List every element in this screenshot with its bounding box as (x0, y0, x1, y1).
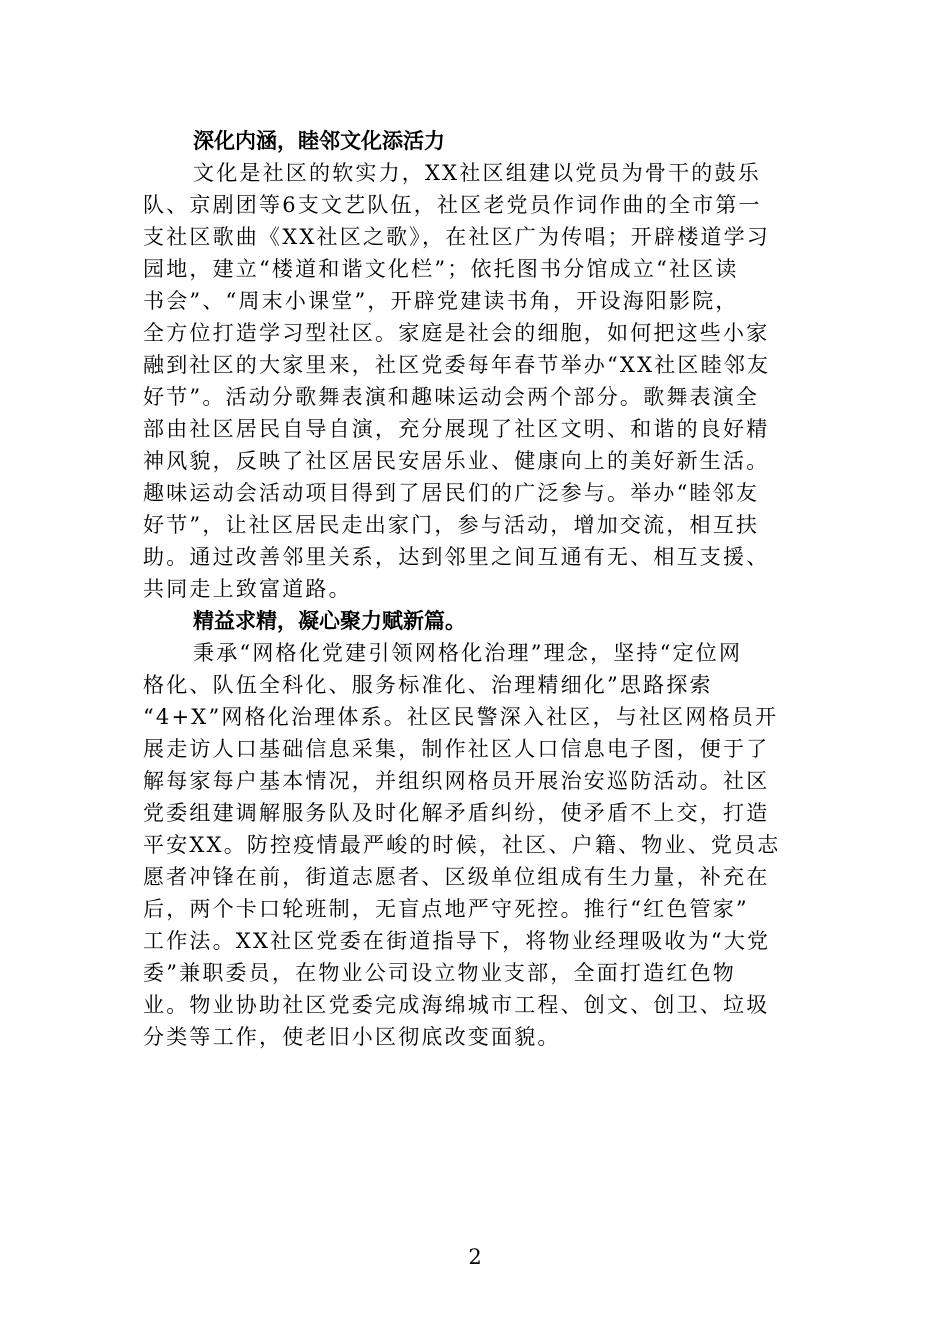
paragraph-line: 分类等工作，使老旧小区彻底改变面貌。 (143, 1025, 561, 1049)
paragraph-line: “4+X”网格化治理体系。社区民警深入社区，与社区网格员开 (143, 705, 779, 729)
section-heading-governance: 精益求精，凝心聚力赋新篇。 (193, 609, 466, 633)
paragraph-line: 工作法。XX社区党委在街道指导下，将物业经理吸收为“大党 (143, 929, 771, 953)
paragraph-line: 秉承“网格化党建引领网格化治理”理念，坚持“定位网 (193, 641, 743, 665)
paragraph-line: 队、京剧团等6支文艺队伍，社区老党员作词作曲的全市第一 (143, 193, 762, 217)
paragraph-line: 愿者冲锋在前，街道志愿者、区级单位组成有生力量，补充在 (143, 865, 770, 889)
paragraph-line: 解每家每户基本情况，并组织网格员开展治安巡防活动。社区 (143, 769, 770, 793)
section-heading-culture: 深化内涵，睦邻文化添活力 (193, 129, 445, 153)
page-number: 2 (468, 1245, 482, 1269)
paragraph-line: 好节”，让社区居民走出家门，参与活动，增加交流，相互扶 (143, 513, 760, 537)
paragraph-line: 支社区歌曲《XX社区之歌》，在社区广为传唱；开辟楼道学习 (143, 225, 770, 249)
document-body (143, 125, 808, 1053)
paragraph-line: 趣味运动会活动项目得到了居民们的广泛参与。举办“睦邻友 (143, 481, 760, 505)
paragraph-line: 全方位打造学习型社区。家庭是社会的细胞，如何把这些小家 (143, 321, 770, 345)
paragraph-line: 后，两个卡口轮班制，无盲点地严守死控。推行“红色管家” (143, 897, 749, 921)
paragraph-line: 神风貌，反映了社区居民安居乐业、健康向上的美好新生活。 (143, 449, 770, 473)
paragraph-line: 委”兼职委员，在物业公司设立物业支部，全面打造红色物 (143, 961, 736, 985)
paragraph-line: 好节”。活动分歌舞表演和趣味运动会两个部分。歌舞表演全 (143, 385, 760, 409)
paragraph-line: 业。物业协助社区党委完成海绵城市工程、创文、创卫、垃圾 (143, 993, 770, 1017)
paragraph-line: 共同走上致富道路。 (143, 577, 352, 601)
paragraph-line: 融到社区的大家里来，社区党委每年春节举办“XX社区睦邻友 (143, 353, 771, 377)
paragraph-line: 园地，建立“楼道和谐文化栏”；依托图书分馆成立“社区读 (143, 257, 739, 281)
paragraph-line: 格化、队伍全科化、服务标准化、治理精细化”思路探索 (143, 673, 713, 697)
paragraph-line: 文化是社区的软实力，XX社区组建以党员为骨干的鼓乐 (193, 161, 761, 185)
paragraph-line: 书会”、“周末小课堂”，开辟党建读书角，开设海阳影院， (143, 289, 739, 313)
paragraph-line: 助。通过改善邻里关系，达到邻里之间互通有无、相互支援、 (143, 545, 770, 569)
paragraph-line: 部由社区居民自导自演，充分展现了社区文明、和谐的良好精 (143, 417, 770, 441)
paragraph-line: 平安XX。防控疫情最严峻的时候，社区、户籍、物业、党员志 (143, 833, 781, 857)
paragraph-line: 展走访人口基础信息采集，制作社区人口信息电子图，便于了 (143, 737, 770, 761)
paragraph-line: 党委组建调解服务队及时化解矛盾纠纷，使矛盾不上交，打造 (143, 801, 770, 825)
